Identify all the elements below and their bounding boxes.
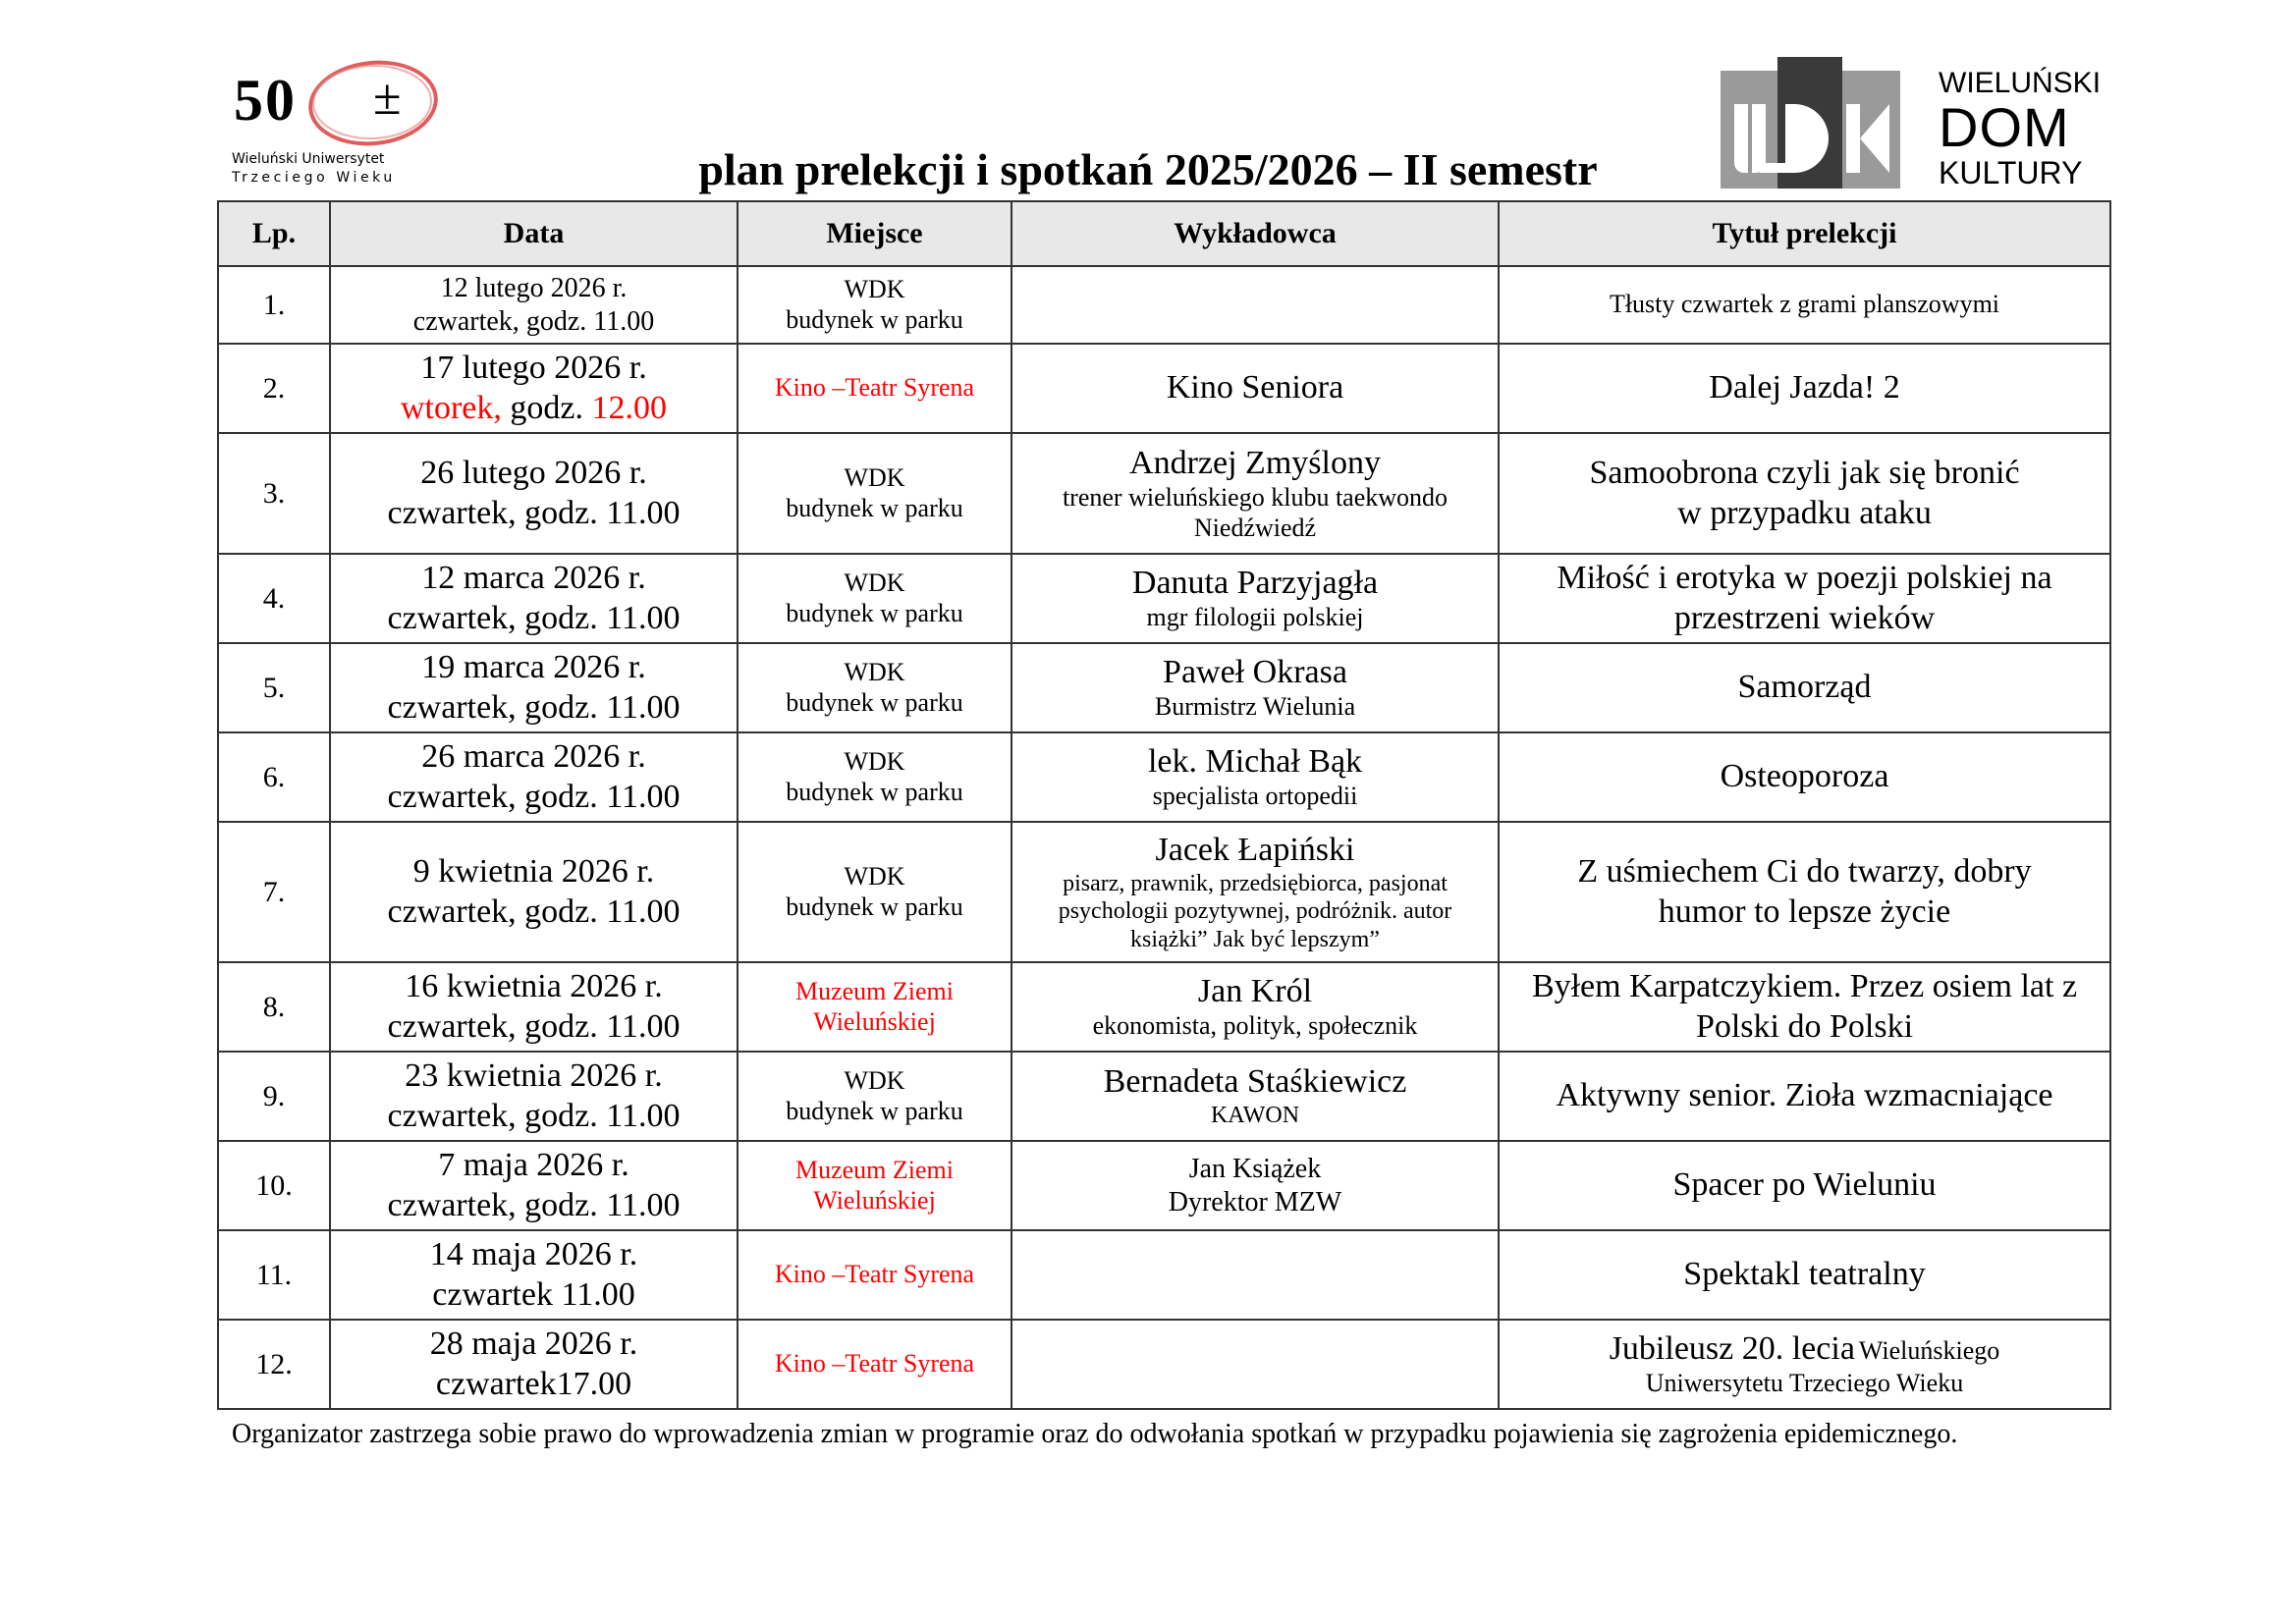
date-cell [330, 732, 738, 822]
date-cell [330, 822, 738, 962]
disclaimer-note: Organizator zastrzega sobie prawo do wprowadzenia zmian w programie oraz do odwołania spotkań w przypadku pojawienia się zagrożenia epidemicznego. [232, 1419, 1958, 1449]
table-row [218, 1141, 2110, 1230]
hour: 11.00 [606, 599, 681, 636]
time [337, 389, 731, 428]
header-data: Data [330, 201, 738, 266]
lecturer-description: Burmistrz Wielunia [1154, 692, 1356, 722]
weekday: czwartek, [387, 1186, 517, 1223]
table-row [218, 1052, 2110, 1141]
row-number: 6. [218, 732, 330, 822]
row-number: 4. [218, 554, 330, 643]
place-detail: Wieluńskiej [813, 1185, 936, 1215]
lecturer-description: KAWON [1210, 1103, 1300, 1129]
row-number: 2. [218, 344, 330, 433]
weekday: czwartek, [387, 494, 517, 531]
table-row [218, 1230, 2110, 1320]
place-detail: budynek w parku [786, 687, 963, 717]
place-cell [738, 822, 1011, 962]
date-cell [330, 1141, 738, 1230]
date-cell [330, 1052, 738, 1141]
lecturer-name: Danuta Parzyjagła [1131, 565, 1379, 602]
row-number: 1. [218, 266, 330, 344]
logo-number: 50 [234, 68, 297, 133]
title-line-1-end: Wieluńskiego [1858, 1336, 2000, 1366]
lecturer-description: trener wieluńskiego klubu taekwondo Niedźwiedź [1062, 482, 1449, 542]
hour: 11.00 [606, 1007, 681, 1045]
place-detail: budynek w parku [786, 304, 963, 334]
title-cell [1499, 433, 2110, 554]
weekday: czwartek, [387, 599, 517, 636]
date-cell [330, 962, 738, 1052]
date: 26 lutego 2026 r. [420, 455, 647, 492]
title-cell: Byłem Karpatczykiem. Przez osiem lat z Polski do Polski [1499, 962, 2110, 1052]
place-detail: budynek w parku [786, 598, 963, 627]
lecturer-cell [1011, 643, 1499, 732]
place-name: WDK [844, 657, 905, 686]
hour: 11.00 [606, 688, 681, 726]
table-row [218, 266, 2110, 344]
time [337, 599, 731, 638]
date: 23 kwietnia 2026 r. [405, 1057, 663, 1095]
place-detail: budynek w parku [786, 493, 963, 522]
time [337, 778, 731, 817]
time [337, 494, 731, 533]
date: 12 lutego 2026 r. [440, 273, 628, 304]
time [337, 1186, 731, 1225]
lecturer-cell [1011, 962, 1499, 1052]
title-cell: Samorząd [1499, 643, 2110, 732]
row-number: 7. [218, 822, 330, 962]
table-header-row [218, 201, 2110, 266]
place-cell [738, 266, 1011, 344]
title-line-2: Uniwersytetu Trzeciego Wieku [1645, 1369, 1964, 1398]
logo-line-2: Trzeciego Wieku [232, 170, 396, 186]
title-cell: Miłość i erotyka w poezji polskiej na przestrzeni wieków [1499, 554, 2110, 643]
lecturer-cell [1011, 433, 1499, 554]
time-label: godz. [524, 599, 598, 636]
date: 12 marca 2026 r. [421, 560, 646, 597]
hour: 11.00 [606, 1186, 681, 1223]
weekday: czwartek, [387, 688, 517, 726]
row-number: 11. [218, 1230, 330, 1320]
date: 26 marca 2026 r. [421, 738, 646, 776]
table-row [218, 643, 2110, 732]
header-miejsce: Miejsce [738, 201, 1011, 266]
hour: 11.00 [606, 494, 681, 531]
time-label: godz. [524, 1186, 598, 1223]
wdk-name-line-2: DOM [1939, 96, 2070, 158]
lecturer-cell [1011, 1141, 1499, 1230]
place-name: WDK [844, 462, 905, 492]
time [337, 305, 731, 338]
time: czwartek 11.00 [432, 1275, 635, 1313]
title-cell: Aktywny senior. Zioła wzmacniające [1499, 1052, 2110, 1141]
place-name: Muzeum Ziemi [794, 1155, 954, 1184]
place-cell [738, 1141, 1011, 1230]
title-line-2: w przypadku ataku [1677, 494, 1932, 531]
place-name: WDK [844, 861, 905, 891]
title-cell: Spektakl teatralny [1499, 1230, 2110, 1320]
row-number: 8. [218, 962, 330, 1052]
place-detail: budynek w parku [786, 892, 963, 921]
title-cell: Dalej Jazda! 2 [1499, 344, 2110, 433]
lecturer-name: Paweł Okrasa [1163, 654, 1347, 691]
place-cell [738, 643, 1011, 732]
table-row [218, 822, 2110, 962]
place-cell [738, 433, 1011, 554]
date-cell [330, 433, 738, 554]
lecturer-cell [1011, 822, 1499, 962]
row-number: 12. [218, 1320, 330, 1409]
table-row [218, 554, 2110, 643]
hour: 12.00 [591, 389, 667, 426]
table-row [218, 1320, 2110, 1409]
lecturer-name: Bernadeta Staśkiewicz [1103, 1063, 1407, 1101]
place-cell [738, 962, 1011, 1052]
date: 9 kwietnia 2026 r. [412, 853, 655, 891]
time [337, 1097, 731, 1136]
lecturer-name: Jan Król [1197, 973, 1313, 1010]
lecturer-cell [1011, 732, 1499, 822]
place-cell: Kino –Teatr Syrena [738, 344, 1011, 433]
title-line-1: Jubileusz 20. lecia [1609, 1330, 1855, 1368]
lecturer-description: mgr filologii polskiej [1146, 603, 1364, 632]
time-label: godz. [524, 1007, 598, 1045]
weekday: czwartek, [387, 893, 517, 930]
date-cell [330, 344, 738, 433]
table-row [218, 732, 2110, 822]
title-cell: Z uśmiechem Ci do twarzy, dobry humor to lepsze życie [1499, 822, 2110, 962]
weekday: czwartek, [387, 1097, 517, 1134]
place-cell [738, 732, 1011, 822]
time [337, 1007, 731, 1047]
place-cell: Kino –Teatr Syrena [738, 1230, 1011, 1320]
lecturer-description: pisarz, prawnik, przedsiębiorca, pasjonat psychologii pozytywnej, podróżnik. autor książki” Jak być lepszym” [1058, 871, 1452, 952]
hour: 11.00 [606, 893, 681, 930]
header-lp: Lp. [218, 201, 330, 266]
lecturer-description: ekonomista, polityk, społecznik [1092, 1011, 1418, 1041]
lecturer-name: Jacek Łapiński [1155, 831, 1355, 868]
time: czwartek17.00 [435, 1365, 632, 1402]
lecturer-cell [1011, 1230, 1499, 1320]
date: 7 maja 2026 r. [438, 1147, 629, 1184]
weekday: czwartek, [387, 1007, 517, 1045]
lecturer-cell [1011, 266, 1499, 344]
title-cell: Osteoporoza [1499, 732, 2110, 822]
place-detail: budynek w parku [786, 777, 963, 806]
date-cell [330, 1230, 738, 1320]
place-cell: Kino –Teatr Syrena [738, 1320, 1011, 1409]
place-detail: budynek w parku [786, 1096, 963, 1125]
time-label: godz. [510, 389, 583, 426]
lecturer-cell: Kino Seniora [1011, 344, 1499, 433]
time-label: godz. [524, 778, 598, 815]
header-wykladowca: Wykładowca [1011, 201, 1499, 266]
place-name: Muzeum Ziemi [794, 976, 954, 1005]
place-detail: Wieluńskiej [813, 1006, 936, 1036]
lecturer-description: Dyrektor MZW [1168, 1186, 1342, 1217]
place-cell [738, 1052, 1011, 1141]
date-cell [330, 643, 738, 732]
time [337, 893, 731, 932]
date: 16 kwietnia 2026 r. [405, 968, 663, 1005]
date-cell [330, 554, 738, 643]
time-label: godz. [524, 1097, 598, 1134]
lecturer-name: Jan Książek [1188, 1154, 1322, 1185]
lecturer-description: specjalista ortopedii [1152, 782, 1358, 811]
time-label: godz. [524, 893, 598, 930]
weekday: wtorek, [400, 389, 502, 426]
time-label: godz. [524, 688, 598, 726]
date: 14 maja 2026 r. [429, 1236, 638, 1273]
lecturer-cell [1011, 1052, 1499, 1141]
time-label: godz. [525, 305, 587, 337]
lecturer-name: lek. Michał Bąk [1147, 743, 1363, 781]
lecturer-cell [1011, 554, 1499, 643]
page-title: plan prelekcji i spotkań 2025/2026 – II semestr [698, 144, 1598, 194]
logo-plus-minus-icon: ± [373, 70, 402, 126]
time [337, 688, 731, 728]
row-number: 5. [218, 643, 330, 732]
weekday: czwartek, [412, 305, 519, 337]
date: 17 lutego 2026 r. [420, 350, 647, 387]
place-name: WDK [844, 746, 905, 776]
title-cell [1499, 1320, 2110, 1409]
wdk-name-line-3: KULTURY [1939, 155, 2083, 190]
lecture-schedule-table [217, 200, 2111, 1410]
row-number: 3. [218, 433, 330, 554]
place-cell [738, 554, 1011, 643]
title-cell: Spacer po Wieluniu [1499, 1141, 2110, 1230]
title-line-1: Samoobrona czyli jak się bronić [1589, 455, 2020, 492]
lecturer-cell [1011, 1320, 1499, 1409]
place-name: WDK [844, 1065, 905, 1095]
table-row [218, 433, 2110, 554]
title-cell: Tłusty czwartek z grami planszowymi [1499, 266, 2110, 344]
hour: 11.00 [606, 778, 681, 815]
place-name: WDK [844, 274, 905, 303]
date: 28 maja 2026 r. [429, 1325, 638, 1363]
lecturer-name: Andrzej Zmyślony [1129, 444, 1381, 481]
logo-line-1: Wieluński Uniwersytet [232, 151, 385, 167]
row-number: 9. [218, 1052, 330, 1141]
hour: 11.00 [606, 1097, 681, 1134]
date-cell [330, 1320, 738, 1409]
date-cell [330, 266, 738, 344]
header-tytul: Tytuł prelekcji [1499, 201, 2110, 266]
place-name: WDK [844, 568, 905, 597]
hour: 11.00 [593, 305, 655, 337]
table-row [218, 344, 2110, 433]
date: 19 marca 2026 r. [421, 649, 646, 686]
row-number: 10. [218, 1141, 330, 1230]
table-row [218, 962, 2110, 1052]
weekday: czwartek, [387, 778, 517, 815]
wdk-name-line-1: WIELUŃSKI [1939, 67, 2102, 99]
time-label: godz. [524, 494, 598, 531]
